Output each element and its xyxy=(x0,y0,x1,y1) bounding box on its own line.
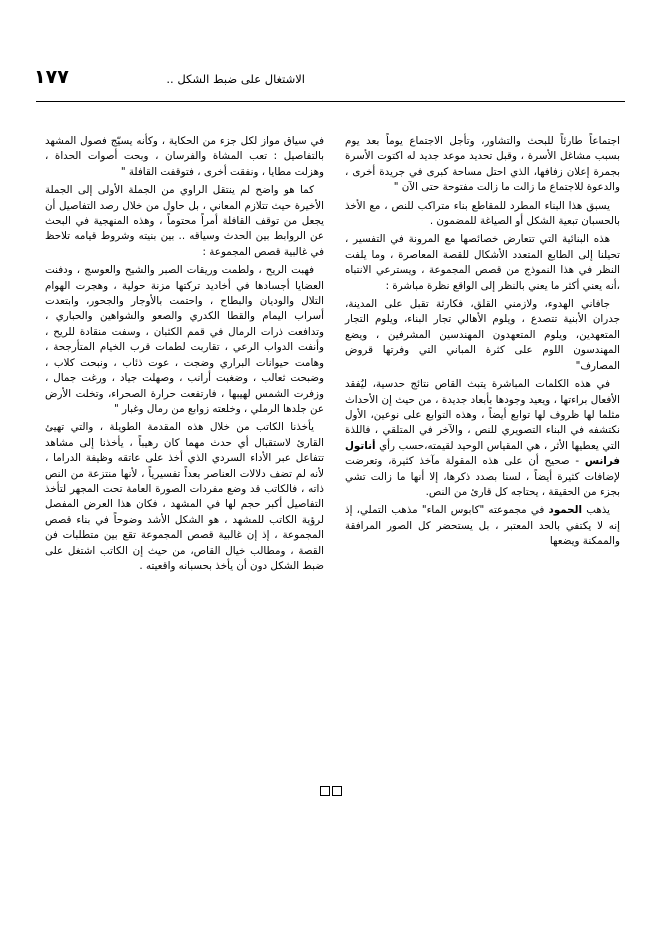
paragraph: كما هو واضح لم ينتقل الراوي من الجملة الأولى إلى الجملة الأخيرة حيث تتلازم المعاني ، بل حاول من خلال رصد التفاصيل أن يجعل من توقف القافلة أمراً محتوماً ، وهذه المنهجية في البحث عن الروابط بين الحدث وسياقه .. بين بنيته وشروط قيامه تلاحظ في غالبية قصص المجموعة : xyxy=(45,184,324,258)
paragraph-text: يذهب xyxy=(586,504,611,517)
paragraph-text: - صحيح أن على هذه المقولة مآخذ كثيرة، وتعرضت لإضافات كثيرة أيضاً ، لسنا بصدد ذكرها، إلا أنها ما زالت تشي بجزء من الحقيقة ، يحتاجه كل قارئ من النص. xyxy=(345,455,620,498)
paragraph xyxy=(345,377,620,500)
square-glyph-icon xyxy=(332,786,342,796)
paragraph: اجتماعاً طارئاً للبحث والتشاور، وتأجل الاجتماع يوماً بعد يوم بسبب مشاغل الأسرة ، وقبل تحديد موعد جديد له اكتوت الأسرة بجمرة إعلان زفافها، الذي احتل مساحة كبرى في جريدة أخرى ، والدعوة للاجتماع ما زالت ما زالت مفتوحة حتى الآن " xyxy=(345,135,620,194)
square-glyph-icon xyxy=(320,786,330,796)
paragraph: في سياق مواز لكل جزء من الحكاية ، وكأنه يسيّج فصول المشهد بالتفاصيل : تعب المشاة والفرسان ، وبحت أصوات الحداة ، وهزلت مطايا ، ونفقت أخرى ، فتوقفت القافلة " xyxy=(45,135,324,178)
running-title: الاشتغال على ضبط الشكل .. xyxy=(166,72,305,86)
right-text-column xyxy=(345,134,620,553)
paragraph: فهبت الريح ، ولطمت وريقات الصبر والشيح والعوسج ، ودفنت العضايا أجسادها في أخاديد تركتها مزنة حولية ، وهجرت الهوام التلال والوديان والبطاح ، واحتمت بالأوجار والجحور، وابتعدت أسراب اليمام والقطا الكدري والصعو والشواهين والحباري ، وتدافعت ذرات الرمال في قمم الكثبان ، وسفت منقادة للريح ، وأنفت الدواب الرعي ، تقاربت لطمات قرب الخيام المتأرجحة ، وهامت حيوانات البراري وضجت ، عوت ذئاب ، ونبحت كلاب ، وضبحت ثعالب ، وضغبت أرانب ، وصهلت جياد ، ورغت جمال ، وزفرت الشمس لهيبها ، فارتفعت حرارة الصحراء، وتخلت الأرض عن جلدها الرملي ، وخلعته زوابع من رمال وغبار " xyxy=(45,264,324,415)
paragraph: يأخذنا الكاتب من خلال هذه المقدمة الطويلة ، والتي تهيئ القارئ لاستقبال أي حدث مهما كان رهيباً ، يأخذنا إلى مشاهد تتفاعل عبر الأداء السردي الذي أخذ على عاتقه وظيفة الدراما ، لأنه لم تضف دلالات العناصر بعداً تفسيرياً ، لأنها منتزعة من النص ذاته ، فالكاتب قد وضع مفردات الصورة العامة تحت المجهر لتأخذ التفاصيل أكبر حجم لها في المشهد ، فكان هذا العرض المفصل لرؤية الكاتب للمشهد ، هو الشكل الأشد وضوحاً في بناء قصص المجموعة ، إذ إن غالبية قصص المجموعة تقع بين متطلبات فن القصة ، ومطالب خيال القاص، من حيث إن الكاتب اشتغل على ضبط الشكل دون أن يأخذ بحسبانه واقعيته . xyxy=(45,421,324,572)
header-divider xyxy=(36,101,625,102)
paragraph: هذه البنائية التي تتعارض خصائصها مع المرونة في التفسير ، تحيلنا إلى الطابع المتعدد الأشكال للقصة المعاصرة ، وما يلفت النظر في هذا النموذج من قصص المجموعة ، ويسترعي الانتباه ،أنه يعني أكثر ما يعني بالنظر إلى الواقع نظرة مباشرة : xyxy=(345,233,620,292)
footer-ornament xyxy=(320,786,342,796)
page-number: ١٧٧ xyxy=(34,66,69,88)
paragraph-text: في مجموعته "كابوس الماء" مذهب التملي، إذ إنه لا يكتفي بالحد المعتبر ، بل يستحضر كل الصور المرافقة والممكنة ويضعها xyxy=(345,504,620,548)
left-text-column xyxy=(45,134,324,577)
paragraph: يسبق هذا البناء المطرد للمقاطع بناء متراكب للنص ، مع الأخذ بالحسبان تبعية الشكل أو الصياغة للمضمون . xyxy=(345,199,620,228)
author-name-anatole-france: أناتول فرانس xyxy=(345,439,620,468)
author-name-alhamoud: الحمود xyxy=(548,504,582,517)
paragraph: جافاني الهدوء، ولازمني القلق، فكارثة تقبل على المدينة، جدران الأبنية تتصدع ، ويلوم الأهالي تجار البناء، ويلوم التجار المتعهدين، ويلوم المتعهدون المهندسين المشرفين ، ويضع المهندسون اللوم على كثرة المباني التي وفرتها قروض المصارف" xyxy=(345,298,620,372)
paragraph xyxy=(345,503,620,549)
paragraph-text: في هذه الكلمات المباشرة يتبث القاص نتائج حدسية، ليُفقد الأفعال براءتها ، ويعيد وجودها بأبعاد جديدة ، من حيث إن الأحداث مثلما لها ظروف لها توابع أيضاً ، وهذه التوابع على نوعين، الأول نكتشفه في البناء التصويري للنص ، والآخر في المتلقي ، فاللذة التي يعطيها الأثر ، هي المقياس الوحيد لقيمته،حسب رأي xyxy=(345,378,621,452)
